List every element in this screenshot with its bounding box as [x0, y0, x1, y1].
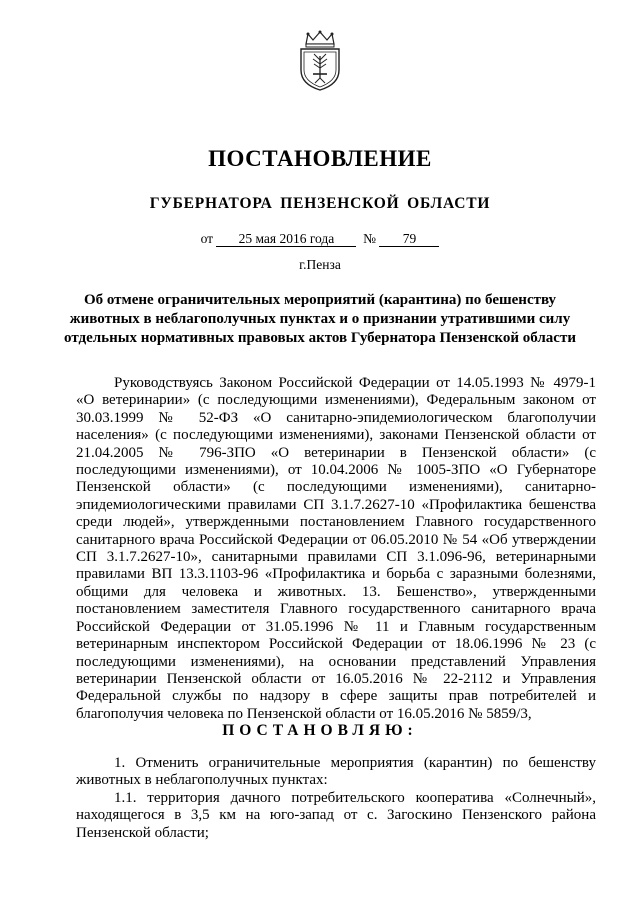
penza-region-coat-of-arms-icon — [296, 30, 344, 92]
issuing-authority: ГУБЕРНАТОРА ПЕНЗЕНСКОЙ ОБЛАСТИ — [149, 195, 491, 212]
document-title: ПОСТАНОВЛЕНИЕ — [208, 146, 432, 171]
decree-word: ПОСТАНОВЛЯЮ: — [222, 722, 418, 739]
decree-item: 1.1. территория дачного потребительского кооператива «Солнечный», находящегося в 3,5 км на юго-запад от с. Загоскино Пензенского района Пензенской области; — [76, 789, 596, 841]
preamble-paragraph: Руководствуясь Законом Российской Федерации от 14.05.1993 № 4979-1 «О ветеринарии» (с последующими изменениями), Федеральным законом от 30.03.1999 № 52-ФЗ «О санитарно-эпидемиологическом благополучии населения» (с последующими изменениями), законами Пензенской области от 21.04.2005 № 796-ЗПО «О ветеринарии в Пензенской области» (с последующими изменениями), от 10.04.2006 № 1005-ЗПО «О Губернаторе Пензенской области» (с последующими изменениями), санитарно-эпидемиологическими правилами СП 3.1.7.2627-10 «Профилактика бешенства среди людей», утвержденными постановлением Главного государственного санитарного врача Российской Федерации от 06.05.2010 № 54 «Об утверждении СП 3.1.7.2627-10», санитарными правилами СП 3.1.096-96, ветеринарными правилами ВП 13.3.1103-96 «Профилактика и борьба с заразными болезнями, общими для человека и животных. 13. Бешенство», утвержденными постановлением заместителя Главного государственного санитарного врача Российской Федерации от 31.05.1996 № 11 и Главным государственным ветеринарным инспектором Российской Федерации от 18.06.1996 № 23 (с последующими изменениями), на основании представлений Управления ветеринарии Пензенской области от 16.05.2016 № 22-2112 и Управления Федеральной службы по надзору в сфере защиты прав потребителей и благополучия человека по Пензенской области от 16.05.2016 № 5859/3, — [76, 375, 596, 722]
decree-items — [76, 755, 596, 842]
document-date: 25 мая 2016 года — [216, 231, 356, 247]
decree-item: 1. Отменить ограничительные мероприятия (карантин) по бешенству животных в неблагополучных пунктах: — [76, 755, 596, 789]
number-sign: № — [363, 231, 377, 246]
date-number-line — [0, 231, 640, 247]
date-prefix: от — [200, 231, 214, 246]
document-heading: Об отмене ограничительных мероприятий (карантина) по бешенству животных в неблагополучных пунктах и о признании утратившими силу отдельных нормативных правовых актов Губернатора Пензенской области — [64, 292, 576, 346]
preamble-block — [76, 375, 596, 723]
city-name: г.Пенза — [299, 257, 341, 272]
document-number: 79 — [379, 231, 439, 247]
